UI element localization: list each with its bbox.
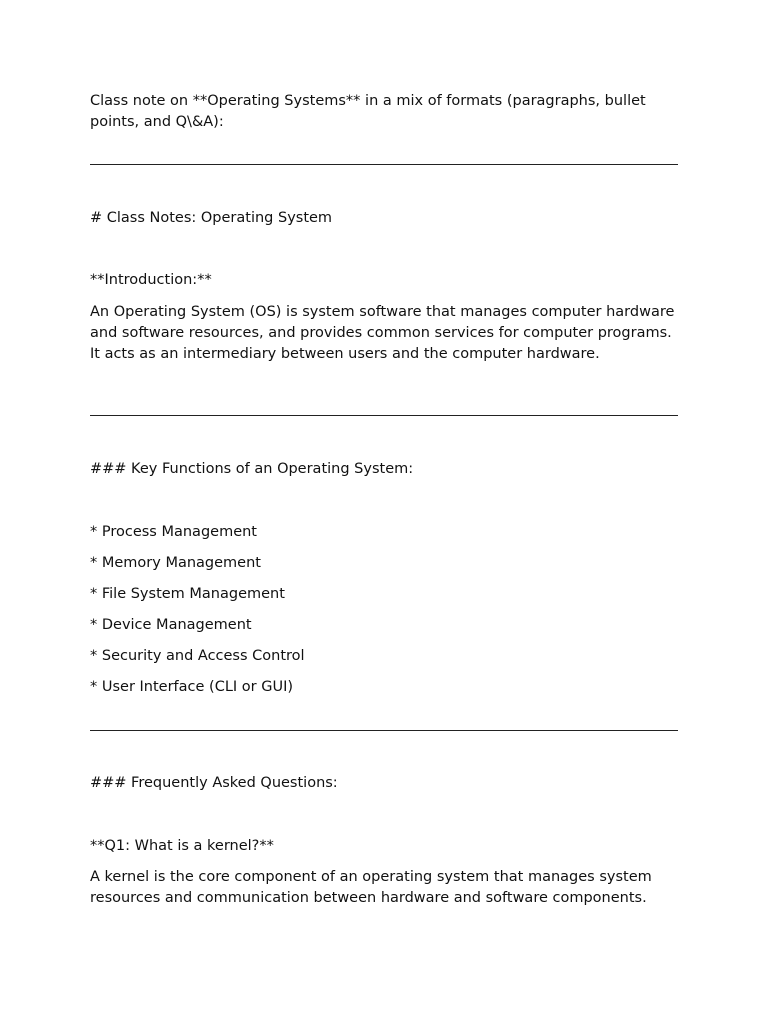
list-item: * Process Management <box>90 524 257 540</box>
list-item: * Memory Management <box>90 555 261 571</box>
divider-2 <box>90 415 678 416</box>
key-functions-heading: ### Key Functions of an Operating System: <box>90 461 414 477</box>
list-item: * Security and Access Control <box>90 648 305 664</box>
faq-question: **Q1: What is a kernel?** <box>90 838 274 854</box>
introduction-heading: **Introduction:** <box>90 272 212 288</box>
faq-answer: A kernel is the core component of an operating system that manages system resources and communication between hardware and software components. <box>90 869 652 906</box>
divider-1 <box>90 164 678 165</box>
list-item: * File System Management <box>90 586 285 602</box>
introduction-paragraph: An Operating System (OS) is system software that manages computer hardware and software resources, and provides common services for computer programs. It acts as an intermediary between users and the computer hardware. <box>90 304 675 362</box>
document-title: # Class Notes: Operating System <box>90 210 333 226</box>
preamble-text: Class note on **Operating Systems** in a mix of formats (paragraphs, bullet points, and Q\&A): <box>90 93 646 130</box>
divider-3 <box>90 730 678 731</box>
list-item: * Device Management <box>90 617 252 633</box>
faq-heading: ### Frequently Asked Questions: <box>90 775 338 791</box>
list-item: * User Interface (CLI or GUI) <box>90 679 294 695</box>
